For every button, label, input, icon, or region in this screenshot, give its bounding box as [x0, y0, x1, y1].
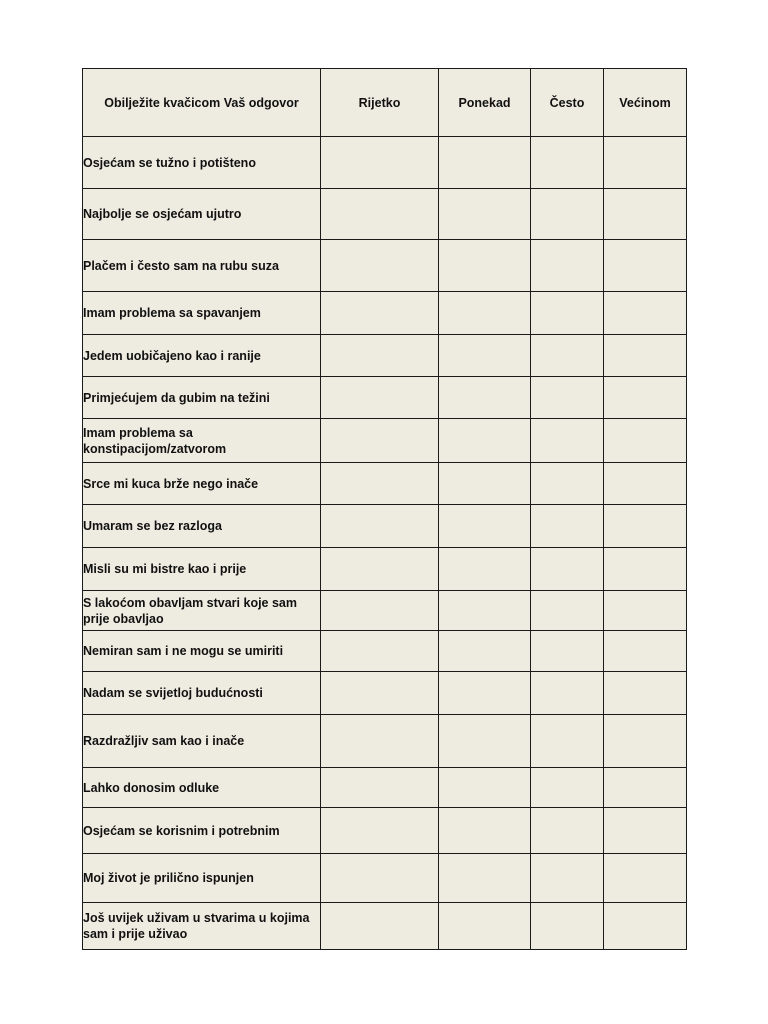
question-row [83, 240, 687, 292]
answer-cell-cesto[interactable] [531, 505, 604, 548]
question-text: Moj život je prilično ispunjen [83, 854, 321, 903]
question-row [83, 631, 687, 672]
question-row [83, 189, 687, 240]
question-text: Jedem uobičajeno kao i ranije [83, 335, 321, 377]
answer-cell-vecinom[interactable] [604, 419, 687, 463]
answer-cell-cesto[interactable] [531, 189, 604, 240]
answer-cell-cesto[interactable] [531, 808, 604, 854]
question-text: Misli su mi bistre kao i prije [83, 548, 321, 591]
answer-cell-cesto[interactable] [531, 377, 604, 419]
answer-cell-rijetko[interactable] [321, 189, 439, 240]
answer-cell-ponekad[interactable] [439, 463, 531, 505]
answer-cell-cesto[interactable] [531, 672, 604, 715]
answer-cell-rijetko[interactable] [321, 505, 439, 548]
answer-cell-vecinom[interactable] [604, 292, 687, 335]
answer-cell-ponekad[interactable] [439, 377, 531, 419]
answer-cell-ponekad[interactable] [439, 672, 531, 715]
question-row [83, 505, 687, 548]
question-text: Osjećam se korisnim i potrebnim [83, 808, 321, 854]
option-header-rijetko: Rijetko [321, 69, 439, 137]
question-text: Nemiran sam i ne mogu se umiriti [83, 631, 321, 672]
answer-cell-rijetko[interactable] [321, 335, 439, 377]
question-text: Primjećujem da gubim na težini [83, 377, 321, 419]
header-row [83, 69, 687, 137]
question-row [83, 808, 687, 854]
answer-cell-cesto[interactable] [531, 768, 604, 808]
option-header-vecinom: Većinom [604, 69, 687, 137]
question-text: Osjećam se tužno i potišteno [83, 137, 321, 189]
answer-cell-rijetko[interactable] [321, 240, 439, 292]
answer-cell-vecinom[interactable] [604, 768, 687, 808]
answer-cell-vecinom[interactable] [604, 672, 687, 715]
answer-cell-ponekad[interactable] [439, 240, 531, 292]
question-row [83, 463, 687, 505]
question-text: Najbolje se osjećam ujutro [83, 189, 321, 240]
answer-cell-ponekad[interactable] [439, 419, 531, 463]
answer-cell-ponekad[interactable] [439, 335, 531, 377]
answer-cell-ponekad[interactable] [439, 137, 531, 189]
answer-cell-vecinom[interactable] [604, 505, 687, 548]
answer-cell-ponekad[interactable] [439, 292, 531, 335]
question-text: Imam problema sa spavanjem [83, 292, 321, 335]
answer-cell-rijetko[interactable] [321, 715, 439, 768]
question-row [83, 672, 687, 715]
answer-cell-rijetko[interactable] [321, 631, 439, 672]
question-row [83, 715, 687, 768]
answer-cell-vecinom[interactable] [604, 335, 687, 377]
answer-cell-ponekad[interactable] [439, 715, 531, 768]
question-text: Razdražljiv sam kao i inače [83, 715, 321, 768]
question-text: Plačem i često sam na rubu suza [83, 240, 321, 292]
question-row [83, 591, 687, 631]
answer-cell-rijetko[interactable] [321, 768, 439, 808]
answer-cell-rijetko[interactable] [321, 591, 439, 631]
answer-cell-cesto[interactable] [531, 419, 604, 463]
answer-cell-cesto[interactable] [531, 548, 604, 591]
questionnaire-body [83, 137, 687, 950]
answer-cell-cesto[interactable] [531, 854, 604, 903]
answer-cell-rijetko[interactable] [321, 292, 439, 335]
answer-cell-cesto[interactable] [531, 631, 604, 672]
question-text: Nadam se svijetloj budućnosti [83, 672, 321, 715]
question-text: Još uvijek uživam u stvarima u kojima sam i prije uživao [83, 903, 321, 950]
answer-cell-vecinom[interactable] [604, 808, 687, 854]
question-text: Umaram se bez razloga [83, 505, 321, 548]
questionnaire-table [82, 68, 687, 950]
answer-cell-vecinom[interactable] [604, 377, 687, 419]
answer-cell-rijetko[interactable] [321, 854, 439, 903]
answer-cell-ponekad[interactable] [439, 631, 531, 672]
answer-cell-vecinom[interactable] [604, 463, 687, 505]
question-row [83, 137, 687, 189]
answer-cell-cesto[interactable] [531, 292, 604, 335]
answer-cell-ponekad[interactable] [439, 808, 531, 854]
question-row [83, 292, 687, 335]
question-text: Imam problema sa konstipacijom/zatvorom [83, 419, 321, 463]
answer-cell-ponekad[interactable] [439, 505, 531, 548]
answer-cell-vecinom[interactable] [604, 137, 687, 189]
question-row [83, 768, 687, 808]
question-text: Lahko donosim odluke [83, 768, 321, 808]
answer-cell-cesto[interactable] [531, 903, 604, 950]
answer-cell-cesto[interactable] [531, 137, 604, 189]
answer-cell-ponekad[interactable] [439, 189, 531, 240]
question-text: S lakoćom obavljam stvari koje sam prije obavljao [83, 591, 321, 631]
answer-cell-cesto[interactable] [531, 591, 604, 631]
answer-cell-cesto[interactable] [531, 335, 604, 377]
answer-cell-vecinom[interactable] [604, 548, 687, 591]
answer-cell-vecinom[interactable] [604, 240, 687, 292]
option-header-cesto: Često [531, 69, 604, 137]
answer-cell-cesto[interactable] [531, 715, 604, 768]
answer-cell-vecinom[interactable] [604, 854, 687, 903]
answer-cell-cesto[interactable] [531, 240, 604, 292]
answer-cell-vecinom[interactable] [604, 189, 687, 240]
answer-cell-vecinom[interactable] [604, 631, 687, 672]
answer-cell-rijetko[interactable] [321, 137, 439, 189]
answer-cell-ponekad[interactable] [439, 548, 531, 591]
answer-cell-rijetko[interactable] [321, 463, 439, 505]
question-text: Srce mi kuca brže nego inače [83, 463, 321, 505]
answer-cell-vecinom[interactable] [604, 591, 687, 631]
answer-cell-rijetko[interactable] [321, 419, 439, 463]
answer-cell-rijetko[interactable] [321, 548, 439, 591]
answer-cell-rijetko[interactable] [321, 903, 439, 950]
answer-cell-rijetko[interactable] [321, 672, 439, 715]
answer-cell-rijetko[interactable] [321, 377, 439, 419]
answer-cell-ponekad[interactable] [439, 903, 531, 950]
question-column-header: Obilježite kvačicom Vaš odgovor [83, 69, 321, 137]
answer-cell-ponekad[interactable] [439, 591, 531, 631]
answer-cell-cesto[interactable] [531, 463, 604, 505]
answer-cell-rijetko[interactable] [321, 808, 439, 854]
question-row [83, 335, 687, 377]
answer-cell-vecinom[interactable] [604, 715, 687, 768]
question-row [83, 419, 687, 463]
question-row [83, 854, 687, 903]
answer-cell-ponekad[interactable] [439, 854, 531, 903]
option-header-ponekad: Ponekad [439, 69, 531, 137]
question-row [83, 903, 687, 950]
answer-cell-vecinom[interactable] [604, 903, 687, 950]
question-row [83, 377, 687, 419]
answer-cell-ponekad[interactable] [439, 768, 531, 808]
question-row [83, 548, 687, 591]
